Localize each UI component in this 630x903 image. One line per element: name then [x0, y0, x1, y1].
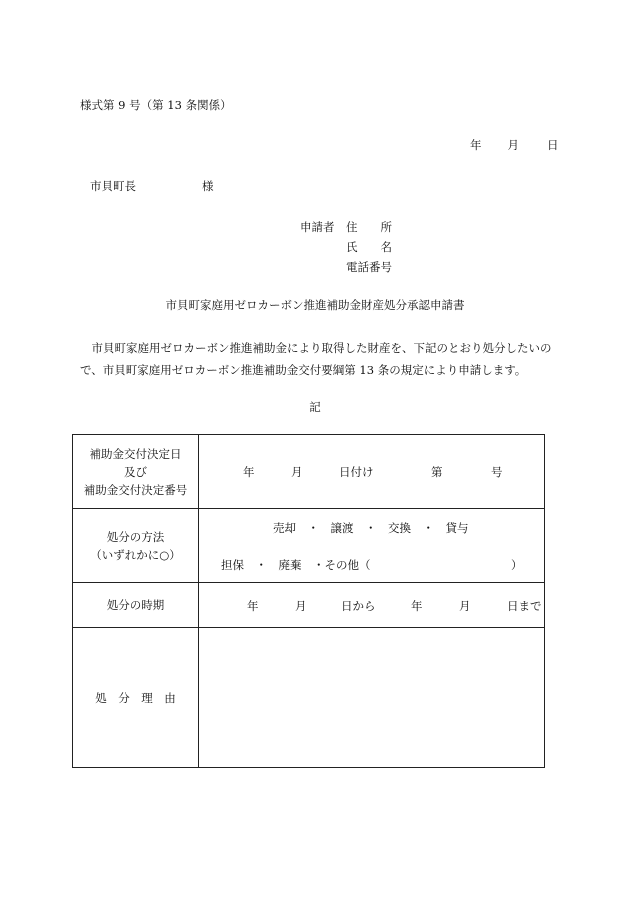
date-line	[470, 137, 559, 153]
decision-year: 年	[243, 465, 255, 479]
reason-value-cell[interactable]	[199, 628, 545, 768]
address-label: 住 所	[346, 220, 392, 234]
timing-value-cell[interactable]	[199, 583, 545, 628]
name-label: 氏 名	[346, 240, 392, 254]
table-row	[73, 628, 545, 768]
timing-day-until: 日まで	[507, 599, 542, 613]
form-number: 様式第 9 号（第 13 条関係）	[80, 98, 232, 112]
applicant-role: 申請者	[300, 220, 335, 234]
applicant-block	[300, 217, 392, 277]
applicant-name-row	[300, 237, 392, 257]
table-row	[73, 509, 545, 583]
decision-go: 号	[491, 465, 503, 479]
addressee-honorific: 様	[202, 179, 214, 193]
decision-day: 日付け	[339, 465, 374, 479]
reason-label: 処 分 理 由	[95, 690, 176, 705]
method-label-1: 処分の方法	[106, 529, 165, 544]
timing-month-2: 月	[459, 599, 471, 613]
phone-label: 電話番号	[346, 260, 392, 274]
addressee	[90, 178, 214, 194]
date-month: 月	[507, 138, 519, 152]
applicant-phone-row	[300, 257, 392, 277]
table-row	[73, 583, 545, 628]
timing-year-1: 年	[247, 599, 259, 613]
method-options-2: 担保 ・ 廃棄 ・その他（	[221, 558, 371, 572]
method-label-cell	[73, 509, 199, 583]
record-table	[72, 434, 545, 768]
date-year: 年	[470, 138, 482, 152]
timing-label: 処分の時期	[106, 598, 165, 612]
decision-month: 月	[291, 465, 303, 479]
timing-label-cell	[73, 583, 199, 628]
timing-day-from: 日から	[341, 599, 376, 613]
decision-dai: 第	[431, 465, 443, 479]
decision-label-cell	[73, 435, 199, 509]
method-options-close: ）	[511, 558, 523, 572]
decision-value-cell[interactable]	[199, 435, 545, 509]
addressee-name: 市貝町長	[90, 179, 136, 193]
date-day: 日	[547, 138, 559, 152]
method-options-1: 売却 ・ 譲渡 ・ 交換 ・ 貸与	[273, 521, 469, 535]
timing-month-1: 月	[295, 599, 307, 613]
document-title: 市貝町家庭用ゼロカーボン推進補助金財産処分承認申請書	[165, 298, 465, 312]
ki-heading: 記	[309, 400, 321, 414]
method-value-cell[interactable]	[199, 509, 545, 583]
decision-label-3: 補助金交付決定番号	[83, 482, 188, 497]
decision-label-1: 補助金交付決定日	[89, 446, 182, 461]
decision-label-2: 及び	[124, 464, 147, 479]
reason-label-cell	[73, 628, 199, 768]
method-label-2: （いずれかに○）	[90, 547, 181, 562]
table-row	[73, 435, 545, 509]
timing-year-2: 年	[411, 599, 423, 613]
applicant-address-row	[300, 217, 392, 237]
body-text: 市貝町家庭用ゼロカーボン推進補助金により取得した財産を、下記のとおり処分したいので、市貝町家庭用ゼロカーボン推進補助金交付要綱第 13 条の規定により申請します。	[80, 341, 552, 377]
